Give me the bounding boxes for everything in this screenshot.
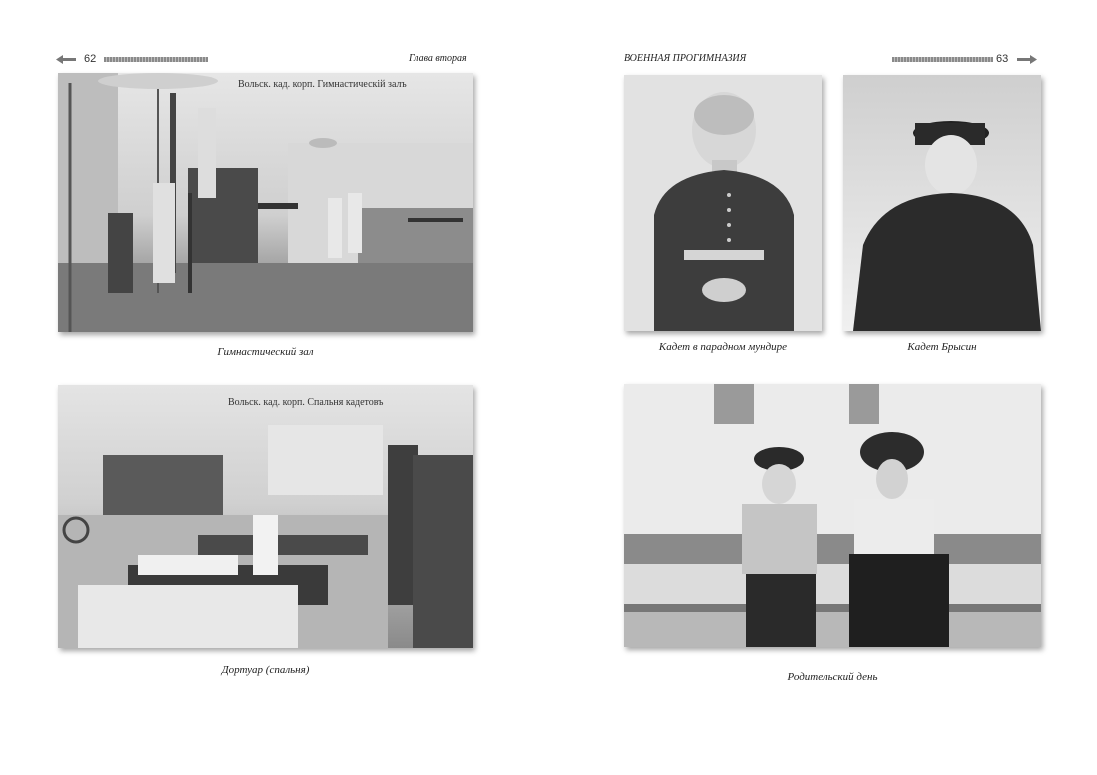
- running-head: Глава вторая: [409, 53, 467, 64]
- photo-parents-day: [624, 384, 1041, 647]
- right-page: [549, 0, 1097, 775]
- photo-gymnasium: [58, 73, 473, 332]
- page-number: 62: [84, 53, 97, 65]
- running-head: ВОЕННАЯ ПРОГИМНАЗИЯ: [624, 53, 747, 64]
- caption-cadet-brysin: Кадет Брысин: [907, 341, 977, 353]
- caption-dormitory: Дортуар (спальня): [221, 664, 310, 676]
- arrow-left-icon: [56, 55, 76, 64]
- header-rule: [104, 57, 208, 62]
- postcard-inscription: Вольск. кад. корп. Спальня кадетовъ: [228, 397, 384, 408]
- caption-gymnasium: Гимнастический зал: [217, 346, 314, 358]
- photo-dormitory: [58, 385, 473, 648]
- postcard-inscription: Вольск. кад. корп. Гимнастическій залъ: [238, 79, 407, 90]
- photo-cadet-uniform: [624, 75, 822, 331]
- caption-parents-day: Родительский день: [787, 671, 878, 683]
- left-page: [0, 0, 548, 775]
- arrow-right-icon: [1017, 55, 1037, 64]
- header-rule: [892, 57, 993, 62]
- caption-cadet-uniform: Кадет в парадном мундире: [658, 341, 788, 353]
- photo-cadet-brysin: [843, 75, 1041, 331]
- page-number: 63: [996, 53, 1009, 65]
